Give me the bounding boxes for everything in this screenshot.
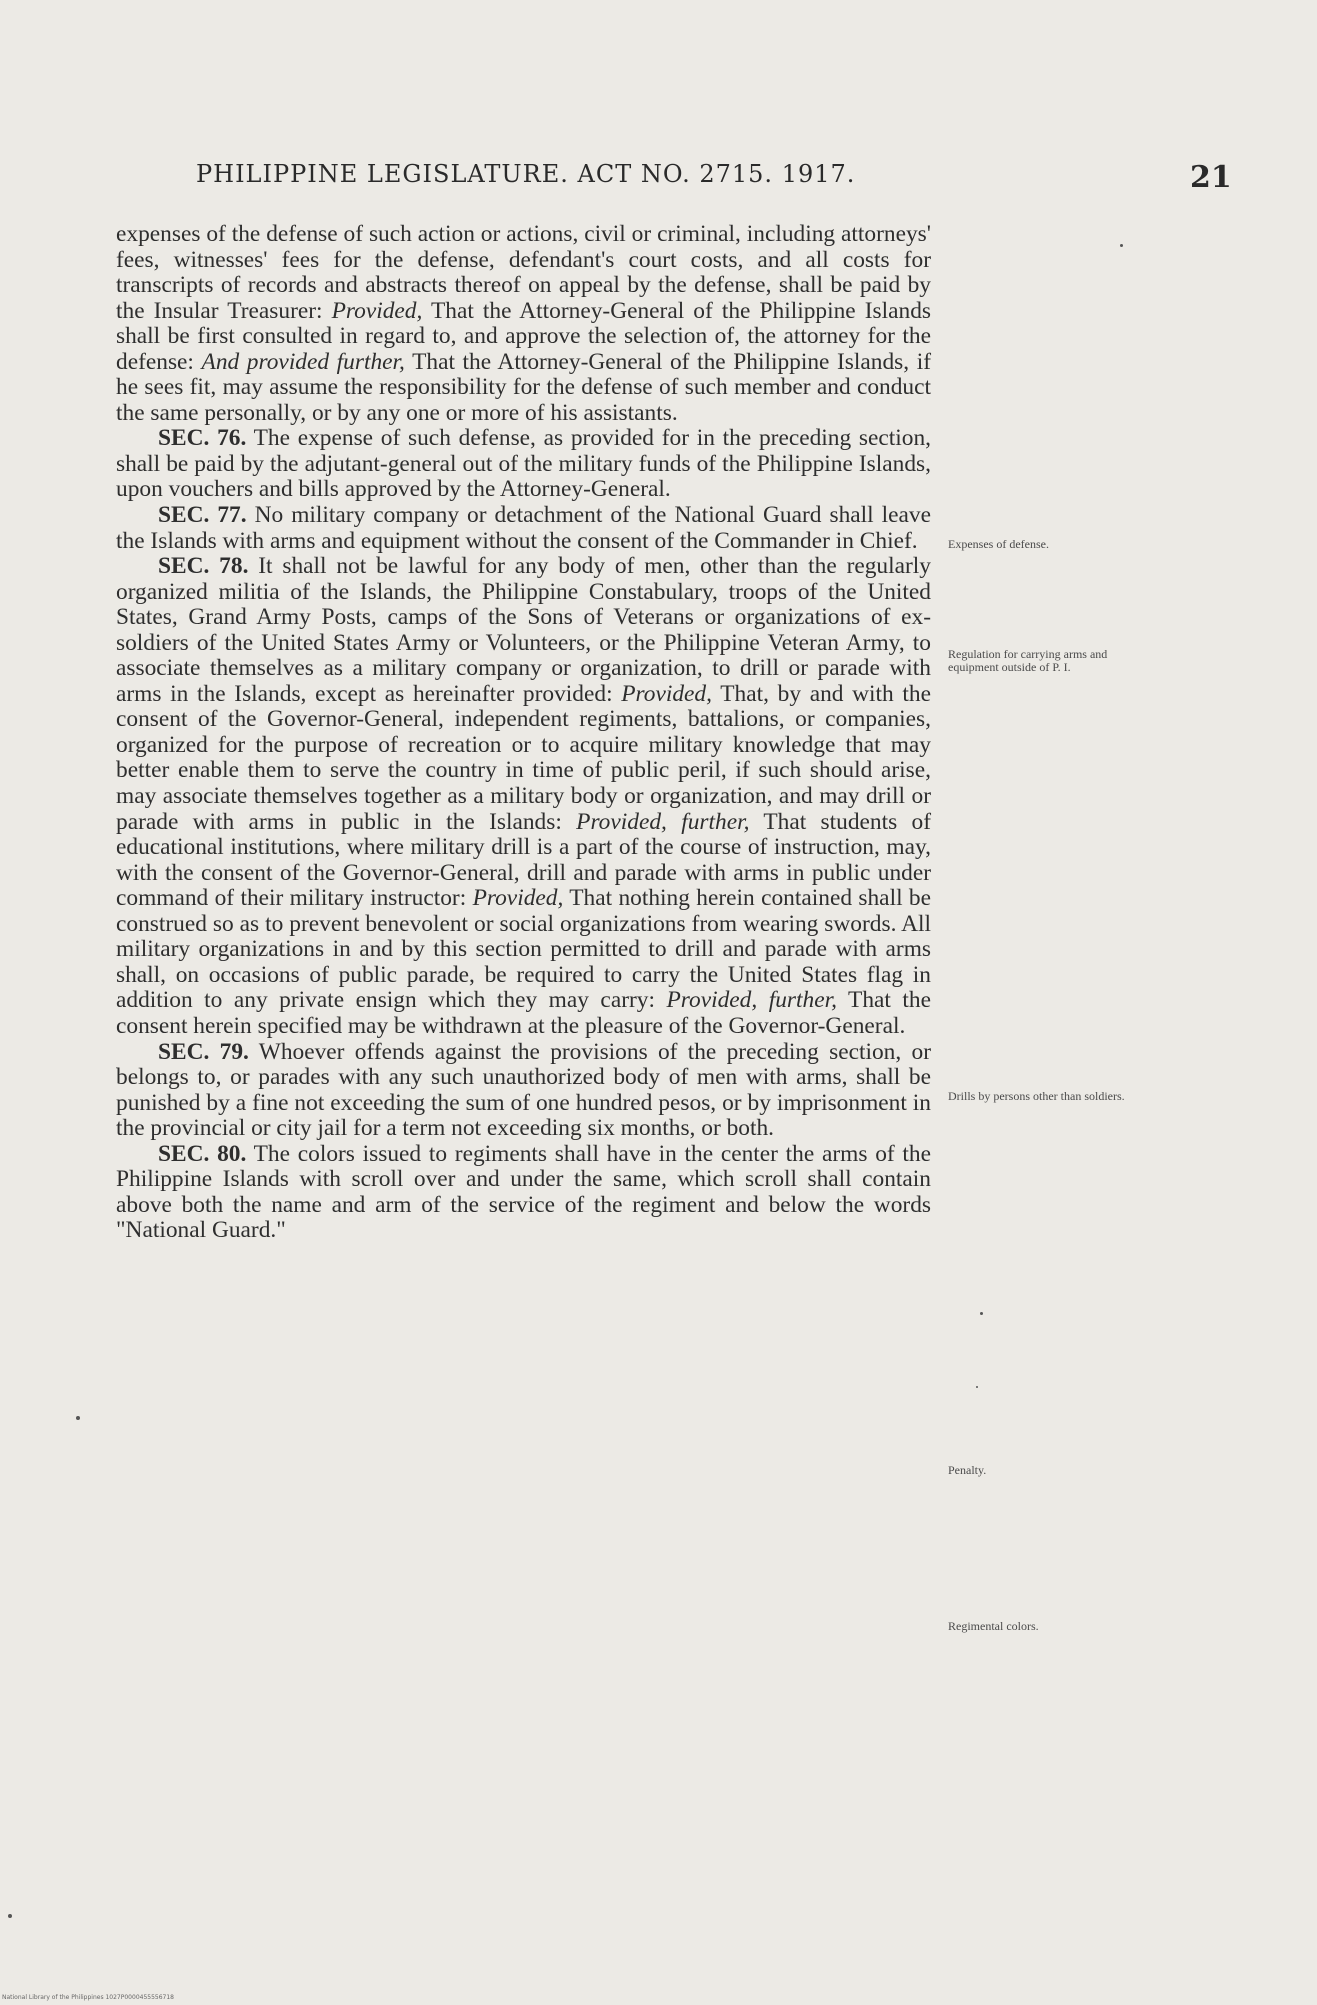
section-text: That the consent herein specified may be withdrawn at the pleasure of the Governor-General. bbox=[116, 987, 931, 1039]
scan-speck bbox=[980, 1312, 983, 1315]
paragraph-text: That the Attorney-General of the Philippine Islands, if he sees fit, may assume the responsibility for the defense of such member and conduct the same personally, or by any one or more of his assistants. bbox=[116, 348, 932, 426]
section-label: SEC. 79. bbox=[158, 1038, 249, 1065]
footer-stamp: National Library of the Philippines 1027P0000455556718 bbox=[2, 1994, 174, 2001]
paragraph-continuation bbox=[116, 222, 931, 426]
margin-note-regulation: Regulation for carrying arms and equipment outside of P. I. bbox=[948, 647, 1108, 674]
running-header bbox=[0, 160, 1317, 196]
section-label: SEC. 76. bbox=[158, 425, 247, 452]
section-76 bbox=[116, 426, 931, 503]
section-text: That students of educational institutions, where military drill is a part of the course of instruction, may, with the consent of the Governor-General, drill and parade with arms in public under command of their military instructor: bbox=[116, 808, 932, 912]
page-number: 21 bbox=[1190, 160, 1232, 195]
scan-speck bbox=[8, 1914, 12, 1918]
section-text: That nothing herein contained shall be construed so as to prevent benevolent or social organizations from wearing swords. All military organizations in and by this section permitted to drill and parade with arms shall, on occasions of public parade, be required to carry the United States flag in addition to any private ensign which they may carry: bbox=[116, 885, 932, 1014]
scan-speck bbox=[976, 1386, 978, 1388]
proviso: Provided, bbox=[621, 680, 712, 707]
body-text bbox=[116, 222, 931, 1244]
section-text: That, by and with the consent of the Governor-General, independent regiments, battalions, or companies, organized for the purpose of recreation or to acquire military knowledge that may better enable them to serve the country in time of public peril, if such should arise, may associate themselves together as a military body or organization, and may drill or parade with arms in public in the Islands: bbox=[116, 680, 931, 835]
section-text: The colors issued to regiments shall have in the center the arms of the Philippine Islands with scroll over and under the same, which scroll shall contain above both the name and arm of the service of the regiment and below the words "National Guard." bbox=[116, 1140, 931, 1244]
margin-note-penalty: Penalty. bbox=[948, 1463, 987, 1477]
margin-note-drills: Drills by persons other than soldiers. bbox=[948, 1089, 1125, 1103]
proviso: Provided, further, bbox=[666, 987, 837, 1014]
section-78 bbox=[116, 554, 931, 1039]
scan-speck bbox=[1120, 244, 1123, 247]
margin-note-expenses: Expenses of defense. bbox=[948, 537, 1049, 551]
header-title: PHILIPPINE LEGISLATURE. ACT NO. 2715. 1917. bbox=[196, 160, 856, 188]
proviso: And provided further, bbox=[201, 348, 405, 375]
section-77 bbox=[116, 503, 931, 554]
margin-note-regimental-colors: Regimental colors. bbox=[948, 1619, 1039, 1633]
section-79 bbox=[116, 1040, 931, 1142]
scan-speck bbox=[76, 1416, 80, 1420]
section-label: SEC. 77. bbox=[158, 502, 247, 529]
section-label: SEC. 78. bbox=[158, 553, 249, 580]
section-text: It shall not be lawful for any body of men, other than the regularly organized militia of the Islands, the Philippine Constabulary, troops of the United States, Grand Army Posts, camps of the Sons of Veterans or organizations of ex-soldiers of the United States Army or Volunteers, or the Philippine Veteran Army, to associate themselves as a military company or organization, to drill or parade with arms in the Islands, except as hereinafter provided: bbox=[116, 553, 931, 707]
section-label: SEC. 80. bbox=[158, 1140, 247, 1167]
section-text: The expense of such defense, as provided for in the preceding section, shall be paid by the adjutant-general out of the military funds of the Philippine Islands, upon vouchers and bills approved by the Attorney-General. bbox=[116, 425, 932, 503]
paragraph-text: expenses of the defense of such action or actions, civil or criminal, including attorneys' fees, witnesses' fees for the defense, defendant's court costs, and all costs for transcripts of records and abstracts thereof on appeal by the defense, shall be paid by the Insular Treasurer: bbox=[116, 221, 931, 324]
section-text: Whoever offends against the provisions of the preceding section, or belongs to, or parades with any such unauthorized body of men with arms, shall be punished by a fine not exceeding the sum of one hundred pesos, or by imprisonment in the provincial or city jail for a term not exceeding six months, or both. bbox=[116, 1038, 931, 1142]
section-80 bbox=[116, 1142, 931, 1244]
proviso: Provided, bbox=[472, 885, 564, 912]
proviso: Provided, further, bbox=[576, 808, 750, 835]
paragraph-text: That the Attorney-General of the Philippine Islands shall be first consulted in regard to, and approve the selection of, the attorney for the defense: bbox=[116, 297, 932, 375]
proviso: Provided, bbox=[331, 297, 423, 324]
section-text: No military company or detachment of the National Guard shall leave the Islands with arms and equipment without the consent of the Commander in Chief. bbox=[116, 502, 931, 554]
